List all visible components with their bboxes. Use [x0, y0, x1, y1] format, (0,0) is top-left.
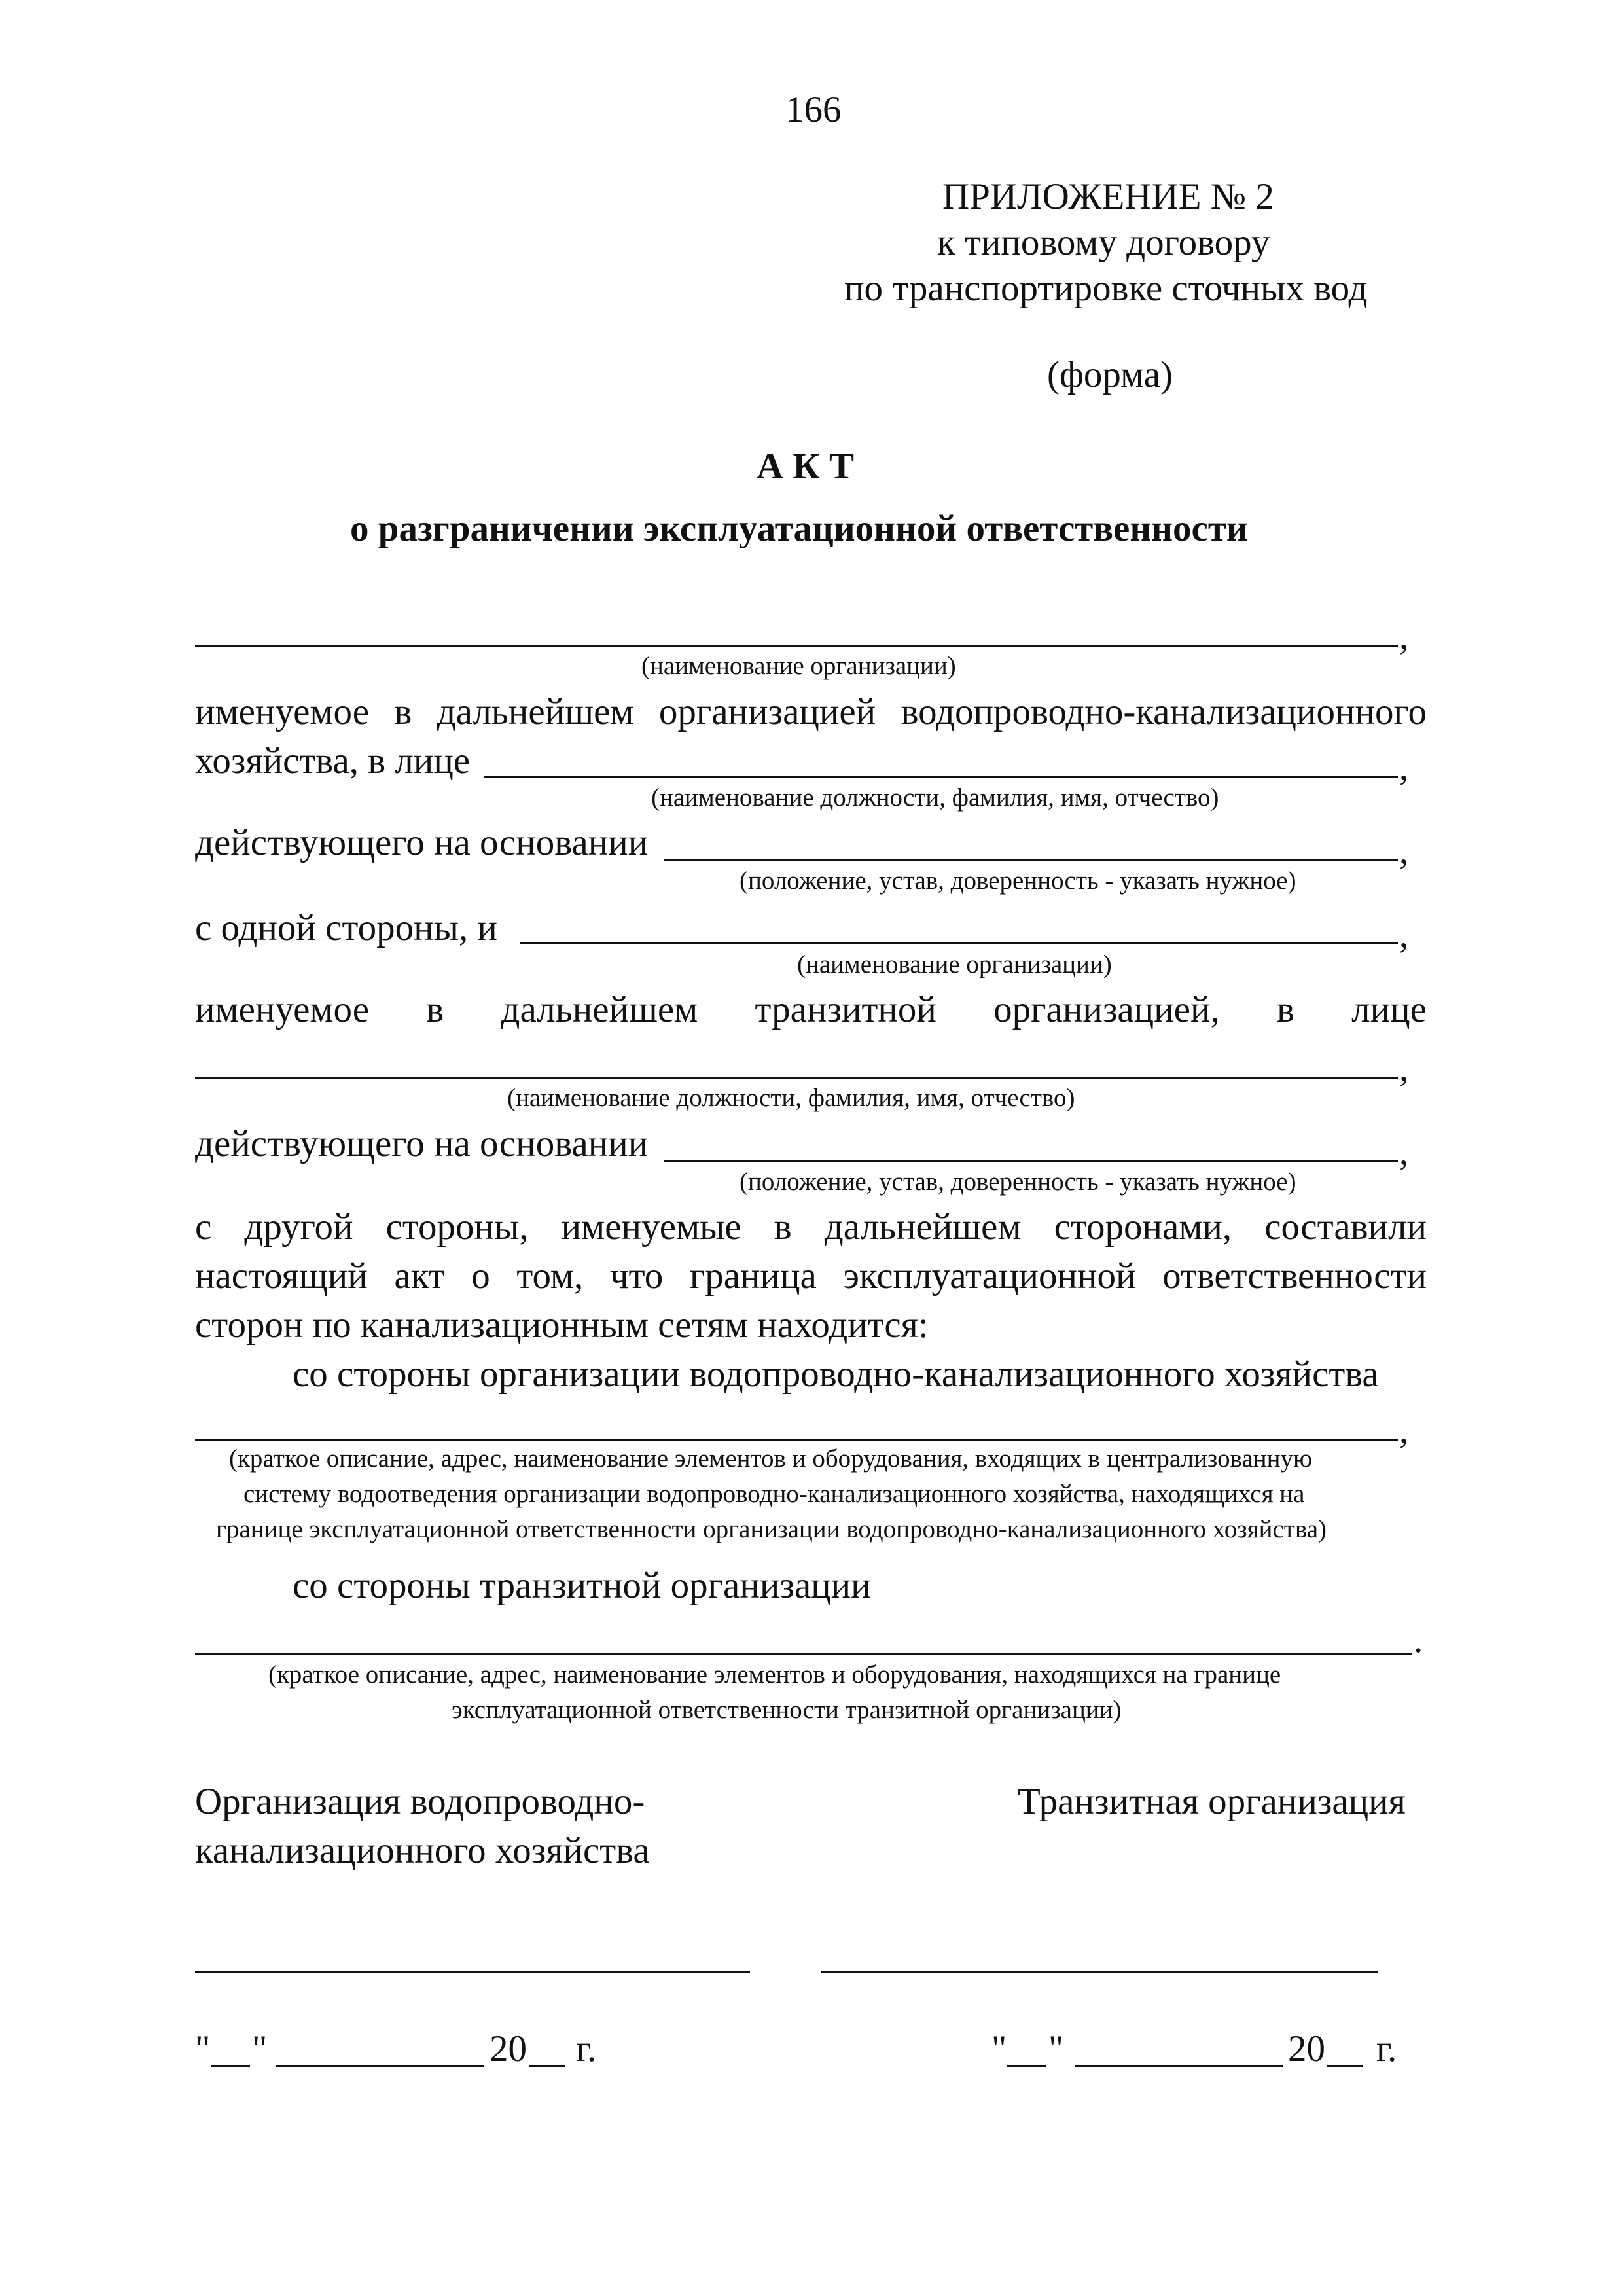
- acting-basis-label: действующего на основании: [195, 822, 649, 863]
- named-wk-line: именуемое в дальнейшем организацией водопроводно-канализационного: [195, 691, 1427, 732]
- one-side-label: с одной стороны, и: [195, 907, 497, 948]
- signature-left-title-2: канализационного хозяйства: [195, 1830, 650, 1871]
- act-title: А К Т: [757, 446, 855, 487]
- paragraph-line-2: настоящий акт о том, что граница эксплуатационной ответственности: [195, 1255, 1427, 1297]
- comma: ,: [1399, 831, 1409, 872]
- representative-name-line[interactable]: [484, 776, 1398, 778]
- position-caption-2: (наименование должности, фамилия, имя, отчество): [507, 1084, 1075, 1112]
- date-right-year-blank[interactable]: [1327, 2065, 1363, 2067]
- comma: ,: [1399, 914, 1409, 956]
- date-right-quote-open: ": [991, 2028, 1007, 2070]
- comma: ,: [1399, 1410, 1409, 1451]
- wk-caption-2: систему водоотведения организации водопроводно-канализационного хозяйства, находящихся на: [243, 1480, 1305, 1508]
- organization-name-line[interactable]: [195, 645, 1398, 647]
- basis-caption: (положение, устав, доверенность - указать нужное): [740, 867, 1296, 895]
- basis-line[interactable]: [664, 859, 1398, 861]
- word: организацией,: [993, 989, 1220, 1030]
- transit-representative-line[interactable]: [195, 1077, 1398, 1079]
- date-left-month-blank[interactable]: [276, 2065, 484, 2067]
- wk-side-label: со стороны организации водопроводно-канализационного хозяйства: [293, 1354, 1379, 1395]
- appendix-line-3: по транспортировке сточных вод: [844, 268, 1368, 309]
- form-label: (форма): [1047, 354, 1173, 395]
- wk-caption-1: (краткое описание, адрес, наименование элементов и оборудования, входящих в централизованную: [229, 1444, 1313, 1473]
- comma: ,: [1399, 616, 1409, 657]
- date-right-year-suffix: г.: [1376, 2028, 1397, 2070]
- comma: ,: [1399, 1048, 1409, 1089]
- date-left-year-blank[interactable]: [529, 2065, 565, 2067]
- basis-caption-2: (положение, устав, доверенность - указать нужное): [740, 1168, 1296, 1196]
- acting-basis-label-2: действующего на основании: [195, 1123, 649, 1164]
- word: в: [426, 989, 444, 1030]
- word: транзитной: [755, 989, 936, 1030]
- second-organization-line[interactable]: [520, 942, 1398, 944]
- comma: ,: [1399, 747, 1409, 788]
- date-left-quote-close: ": [252, 2028, 268, 2070]
- paragraph-line-1: с другой стороны, именуемые в дальнейшем сторонами, составили: [195, 1206, 1427, 1247]
- appendix-title: ПРИЛОЖЕНИЕ № 2: [942, 176, 1274, 217]
- basis-line-2[interactable]: [664, 1160, 1398, 1162]
- signature-right-title: Транзитная организация: [1018, 1781, 1406, 1822]
- comma: ,: [1399, 1132, 1409, 1173]
- act-subtitle: о разграничении эксплуатационной ответственности: [350, 508, 1248, 549]
- date-right-year-prefix: 20: [1288, 2028, 1325, 2070]
- date-left-year-suffix: г.: [576, 2028, 597, 2070]
- signature-left-line[interactable]: [195, 1971, 750, 1973]
- paragraph-line-3: сторон по канализационным сетям находится:: [195, 1304, 929, 1346]
- word: лице: [1351, 989, 1427, 1030]
- date-left-quote-open: ": [195, 2028, 211, 2070]
- in-person-label: хозяйства, в лице: [195, 740, 471, 781]
- word: в: [1276, 989, 1294, 1030]
- wk-caption-3: границе эксплуатационной ответственности организации водопроводно-канализационного хозяйства): [216, 1515, 1327, 1543]
- transit-boundary-line[interactable]: [195, 1653, 1412, 1655]
- organization-caption-2: (наименование организации): [797, 950, 1112, 978]
- transit-caption-2: эксплуатационной ответственности транзитной организации): [452, 1696, 1122, 1724]
- date-left-year-prefix: 20: [490, 2028, 527, 2070]
- date-right-month-blank[interactable]: [1075, 2065, 1283, 2067]
- page-number: 166: [785, 89, 842, 130]
- word: именуемое: [195, 989, 369, 1030]
- organization-caption: (наименование организации): [641, 652, 956, 680]
- date-right-quote-close: ": [1048, 2028, 1064, 2070]
- transit-caption-1: (краткое описание, адрес, наименование элементов и оборудования, находящихся на границе: [268, 1660, 1281, 1689]
- position-caption: (наименование должности, фамилия, имя, отчество): [651, 783, 1219, 812]
- transit-side-label: со стороны транзитной организации: [293, 1565, 871, 1606]
- wk-boundary-line[interactable]: [195, 1439, 1398, 1441]
- appendix-line-2: к типовому договору: [937, 222, 1270, 263]
- date-left-day-blank[interactable]: [211, 2065, 250, 2067]
- period: .: [1414, 1619, 1423, 1660]
- word: дальнейшем: [501, 989, 698, 1030]
- named-transit-line: [195, 988, 1427, 1031]
- date-right-day-blank[interactable]: [1007, 2065, 1046, 2067]
- signature-right-line[interactable]: [821, 1971, 1378, 1973]
- signature-left-title-1: Организация водопроводно-: [195, 1781, 645, 1822]
